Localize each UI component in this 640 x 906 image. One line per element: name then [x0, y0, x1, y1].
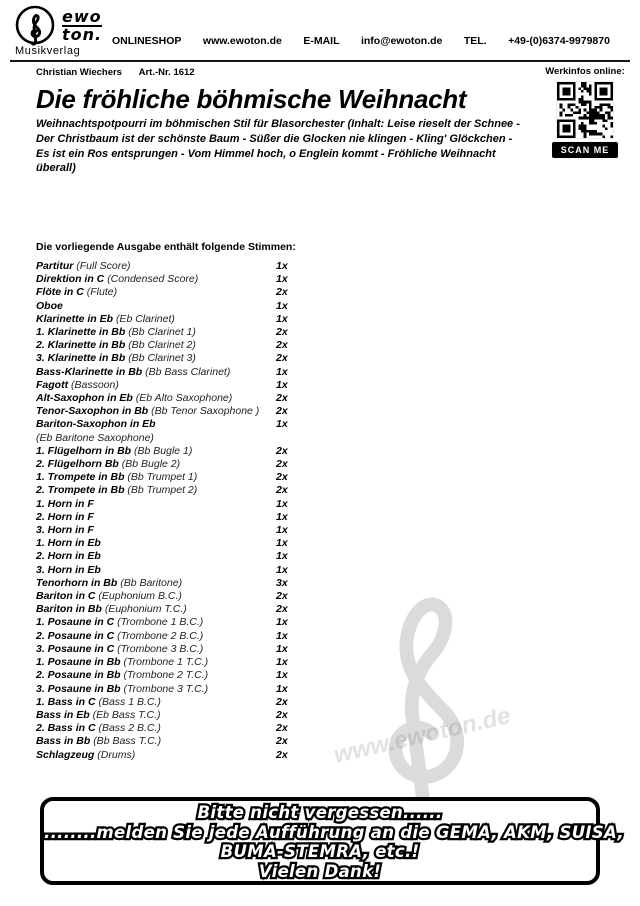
- part-quantity: 2x: [276, 695, 288, 708]
- part-quantity: 1x: [276, 537, 288, 550]
- part-name: 1. Klarinette in Bb (Bb Clarinet 1): [36, 326, 196, 339]
- part-name: Partitur (Full Score): [36, 260, 131, 272]
- part-quantity: 1x: [276, 418, 288, 431]
- part-quantity: 1x: [276, 616, 288, 629]
- parts-list: [36, 260, 318, 762]
- part-quantity: 1x: [276, 260, 288, 272]
- part-name: Fagott (Bassoon): [36, 378, 119, 391]
- part-quantity: 1x: [276, 550, 288, 563]
- treble-clef-logo-icon: [12, 2, 58, 48]
- part-row: [36, 484, 318, 497]
- part-row: [36, 524, 318, 537]
- notice-line: BUMA-STEMRA, etc.!: [220, 842, 420, 861]
- part-quantity: 2x: [276, 484, 288, 497]
- onlineshop-label: ONLINESHOP: [112, 35, 182, 47]
- ewoton-logo: [12, 2, 102, 48]
- part-row: [36, 683, 318, 696]
- part-row: [36, 511, 318, 524]
- part-quantity: 1x: [276, 563, 288, 576]
- header-divider: [10, 60, 630, 62]
- composer-name: Christian Wiechers: [36, 67, 122, 78]
- contact-bar: [112, 35, 610, 47]
- part-row: [36, 326, 318, 339]
- part-name: 2. Klarinette in Bb (Bb Clarinet 2): [36, 339, 196, 352]
- part-name: 2. Posaune in C (Trombone 2 B.C.): [36, 629, 204, 642]
- logo-word-top: ewo: [62, 6, 102, 26]
- part-name: Alt-Saxophon in Eb (Eb Alto Saxophone): [36, 392, 233, 405]
- part-name: Klarinette in Eb (Eb Clarinet): [36, 312, 175, 325]
- work-title: Die fröhliche böhmische Weihnacht: [36, 84, 467, 114]
- logo-subtitle: Musikverlag: [15, 45, 81, 57]
- part-row: [36, 392, 318, 405]
- part-row: [36, 550, 318, 563]
- email-link[interactable]: info@ewoton.de: [360, 35, 443, 47]
- part-quantity: 2x: [276, 326, 288, 339]
- part-name: 2. Trompete in Bb (Bb Trumpet 2): [36, 484, 198, 497]
- part-quantity: 2x: [276, 458, 288, 471]
- part-name: Bass in Bb (Bb Bass T.C.): [36, 735, 162, 748]
- part-row: [36, 366, 318, 379]
- part-name: 3. Horn in Eb: [36, 563, 101, 576]
- part-row: [36, 616, 318, 629]
- part-quantity: 2x: [276, 339, 288, 352]
- gema-notice-box: [40, 797, 624, 885]
- part-name: Tenorhorn in Bb (Bb Baritone): [36, 576, 183, 589]
- part-quantity: 1x: [276, 273, 288, 286]
- part-name: 1. Bass in C (Bass 1 B.C.): [36, 695, 161, 708]
- part-row: [36, 709, 318, 722]
- part-name: 3. Posaune in C (Trombone 3 B.C.): [36, 642, 204, 655]
- work-meta: [36, 67, 195, 78]
- scan-me-badge: SCAN ME: [552, 142, 619, 158]
- part-quantity: 2x: [276, 405, 288, 418]
- part-name: 1. Posaune in Bb (Trombone 1 T.C.): [36, 656, 209, 669]
- part-quantity: 3x: [276, 576, 288, 589]
- part-quantity: 2x: [276, 352, 288, 365]
- part-name: 3. Posaune in Bb (Trombone 3 T.C.): [36, 682, 209, 695]
- part-row: [36, 300, 318, 313]
- part-row: [36, 696, 318, 709]
- logo-word-bottom: ton.: [62, 24, 103, 44]
- part-quantity: 2x: [276, 286, 288, 299]
- part-name: 2. Horn in F: [36, 510, 94, 523]
- part-name: Flöte in C (Flute): [36, 286, 118, 299]
- part-row: [36, 445, 318, 458]
- part-name: Tenor-Saxophon in Bb (Bb Tenor Saxophone ): [36, 405, 260, 418]
- part-name: 2. Posaune in Bb (Trombone 2 T.C.): [36, 669, 209, 682]
- part-name: Oboe: [36, 299, 63, 312]
- watermark-text: www.ewoton.de: [331, 702, 514, 769]
- part-name: 1. Trompete in Bb (Bb Trumpet 1): [36, 471, 198, 484]
- part-row: [36, 735, 318, 748]
- part-name: Schlagzeug (Drums): [36, 748, 136, 761]
- part-quantity: 1x: [276, 642, 288, 655]
- parts-heading: Die vorliegende Ausgabe enthält folgende Stimmen:: [36, 241, 296, 253]
- notice-line: ........melden Sie jede Aufführung an die GEMA, AKM, SUISA,: [44, 822, 624, 842]
- part-row: [36, 286, 318, 299]
- part-row: [36, 537, 318, 550]
- logo-wordmark: [62, 6, 103, 44]
- part-quantity: 1x: [276, 365, 288, 378]
- part-row: [36, 273, 318, 286]
- website-link[interactable]: www.ewoton.de: [202, 35, 282, 47]
- part-name: Bariton in Bb (Euphonium T.C.): [36, 603, 187, 616]
- part-quantity: 2x: [276, 444, 288, 457]
- part-name: 1. Horn in F: [36, 497, 94, 510]
- part-row: [36, 564, 318, 577]
- tel-number: +49-(0)6374-9979870: [508, 35, 610, 47]
- part-row: [36, 418, 318, 444]
- part-quantity: 2x: [276, 392, 288, 405]
- part-name: Bariton in C (Euphonium B.C.): [36, 590, 182, 603]
- part-quantity: 2x: [276, 603, 288, 616]
- tel-label: TEL.: [463, 35, 487, 47]
- part-quantity: 1x: [276, 378, 288, 391]
- part-name: 2. Horn in Eb: [36, 550, 101, 563]
- header: [0, 0, 640, 60]
- part-row: [36, 577, 318, 590]
- part-row: [36, 656, 318, 669]
- part-quantity: 1x: [276, 524, 288, 537]
- part-quantity: 2x: [276, 735, 288, 748]
- werkinfos-block: [544, 66, 626, 158]
- part-row: [36, 630, 318, 643]
- part-row: [36, 590, 318, 603]
- part-quantity: 2x: [276, 590, 288, 603]
- part-quantity: 2x: [276, 471, 288, 484]
- part-row: [36, 471, 318, 484]
- part-name: 3. Horn in F: [36, 524, 94, 537]
- article-number: Art.-Nr. 1612: [138, 67, 195, 78]
- part-name: Bass-Klarinette in Bb (Bb Bass Clarinet): [36, 365, 231, 378]
- werkinfos-label: Werkinfos online:: [545, 66, 625, 77]
- part-row: [36, 722, 318, 735]
- part-quantity: 1x: [276, 299, 288, 312]
- part-name: 2. Flügelhorn Bb (Bb Bugle 2): [36, 458, 181, 471]
- part-row: [36, 405, 318, 418]
- notice-line: Vielen Dank!: [258, 861, 382, 881]
- part-name: Direktion in C (Condensed Score): [36, 273, 199, 286]
- part-row: [36, 379, 318, 392]
- part-name: Bariton-Saxophon in Eb (Eb Baritone Saxophone): [36, 418, 156, 444]
- part-quantity: 1x: [276, 312, 288, 325]
- qr-code[interactable]: [556, 81, 614, 139]
- part-row: [36, 260, 318, 273]
- work-description: Weihnachtspotpourri im böhmischen Stil für Blasorchester (Inhalt: Leise rieselt der Schnee - Der Christbaum ist der schönste Baum - Süßer die Glocken nie klingen - Kling' Glöckchen - Es ist ein Ros entsprungen - Vom Himmel hoch, o Englein kommt - Fröhliche Weihnacht überall): [36, 118, 520, 175]
- part-row: [36, 603, 318, 616]
- email-label: E-MAIL: [303, 35, 340, 47]
- part-row: [36, 498, 318, 511]
- part-name: 2. Bass in C (Bass 2 B.C.): [36, 722, 161, 735]
- part-quantity: 1x: [276, 669, 288, 682]
- notice-line: Bitte nicht vergessen......: [197, 803, 443, 822]
- part-quantity: 1x: [276, 656, 288, 669]
- part-row: [36, 352, 318, 365]
- part-row: [36, 669, 318, 682]
- part-name: 3. Klarinette in Bb (Bb Clarinet 3): [36, 352, 196, 365]
- part-row: [36, 313, 318, 326]
- part-quantity: 2x: [276, 722, 288, 735]
- part-row: [36, 749, 318, 762]
- part-name: 1. Posaune in C (Trombone 1 B.C.): [36, 616, 204, 629]
- part-name: 1. Horn in Eb: [36, 537, 101, 550]
- part-quantity: 1x: [276, 497, 288, 510]
- part-quantity: 1x: [276, 510, 288, 523]
- part-row: [36, 339, 318, 352]
- part-name: 1. Flügelhorn in Bb (Bb Bugle 1): [36, 444, 193, 457]
- part-name: Bass in Eb (Eb Bass T.C.): [36, 708, 161, 721]
- part-row: [36, 643, 318, 656]
- part-quantity: 1x: [276, 682, 288, 695]
- part-row: [36, 458, 318, 471]
- part-quantity: 1x: [276, 629, 288, 642]
- part-quantity: 2x: [276, 748, 288, 761]
- part-quantity: 2x: [276, 708, 288, 721]
